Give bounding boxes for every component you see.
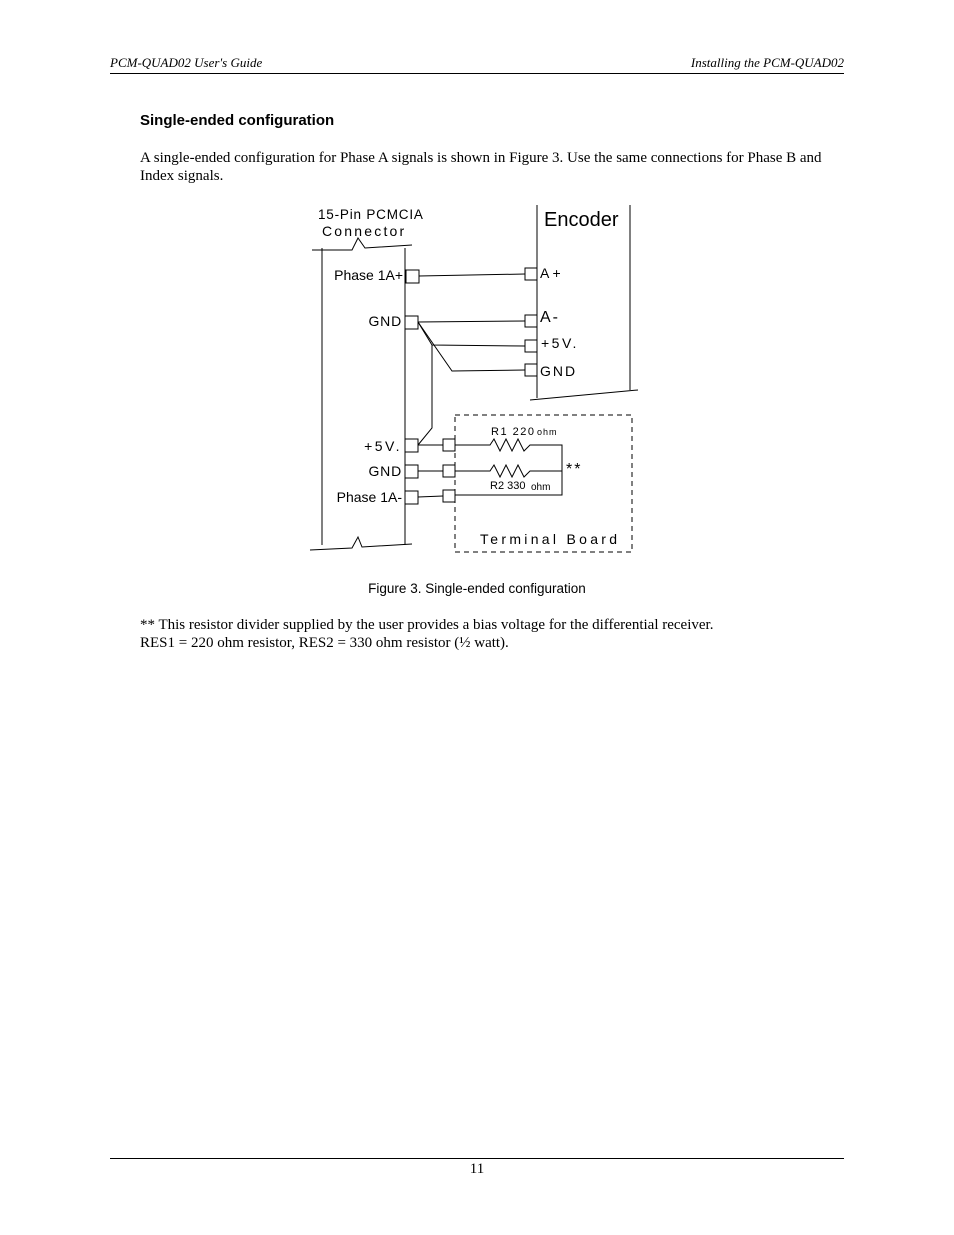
pin-box-5v (405, 439, 418, 452)
wire-gnd-a-minus (418, 321, 525, 322)
wiring-diagram (0, 0, 954, 600)
wire-gnd-gnd (418, 322, 525, 371)
pin-box-phase-a-minus (405, 491, 418, 504)
asterisk-note-marker: ** (566, 461, 583, 478)
tb-box-1 (443, 439, 455, 451)
page-number: 11 (469, 1161, 485, 1177)
pin-box-gnd-bottom (405, 465, 418, 478)
encoder-title: Encoder (544, 209, 619, 231)
enc-label-a-plus: A + (540, 265, 561, 281)
enc-label-5v: +5V. (541, 335, 579, 351)
connector-title-1: 15-Pin PCMCIA (318, 207, 424, 222)
pin-label-gnd-top: GND (368, 313, 402, 329)
pin-label-phase-a-plus: Phase 1A+ (334, 267, 403, 283)
wire-gnd-5v (418, 322, 525, 346)
tb-box-2 (443, 465, 455, 477)
footer-rule (110, 1158, 844, 1159)
enc-label-a-minus: A- (540, 309, 560, 326)
wire-phase-a-minus-tb (418, 496, 443, 497)
tb-box-3 (443, 490, 455, 502)
pin-label-gnd-bottom: GND (368, 463, 402, 479)
resistor-note (140, 616, 840, 652)
r2-circuit (455, 465, 562, 477)
pin-label-phase-a-minus: Phase 1A- (336, 489, 402, 505)
pin-box-gnd-top (405, 316, 418, 329)
header-chapter-title: Installing the PCM-QUAD02 (690, 55, 844, 70)
pin-box-enc-5v (525, 340, 537, 352)
intro-paragraph: A single-ended configuration for Phase A signals is shown in Figure 3. Use the same connections for Phase B and Index signals. (140, 150, 822, 184)
wire-phase-a-plus (419, 274, 525, 276)
connector-title-2: Connector (322, 223, 407, 239)
r2-unit: ohm (531, 482, 551, 493)
pin-label-5v: +5V. (364, 438, 402, 454)
pin-box-enc-a-minus (525, 315, 537, 327)
pin-box-enc-a-plus (525, 268, 537, 280)
connector-top-break (312, 238, 412, 250)
pin-box-phase-a-plus (406, 270, 419, 283)
terminal-board-label: Terminal Board (480, 531, 621, 547)
section-title: Single-ended configuration (140, 112, 335, 129)
enc-label-gnd: GND (540, 363, 578, 379)
connector-bottom-break (310, 537, 412, 550)
r1-label: R1 220 (491, 426, 536, 438)
resistor-note-line-1: ** This resistor divider supplied by the user provides a bias voltage for the differential receiver. (140, 617, 714, 633)
wire-5v-riser (418, 345, 432, 445)
pin-box-enc-gnd (525, 364, 537, 376)
r1-unit: ohm (537, 427, 558, 437)
resistor-note-line-2: RES1 = 220 ohm resistor, RES2 = 330 ohm resistor (½ watt). (140, 635, 509, 651)
figure-caption: Figure 3. Single-ended configuration (368, 581, 586, 596)
header-document-title: PCM-QUAD02 User's Guide (110, 55, 263, 70)
encoder-bottom-break (530, 390, 638, 400)
r2-label: R2 330 (490, 480, 526, 492)
